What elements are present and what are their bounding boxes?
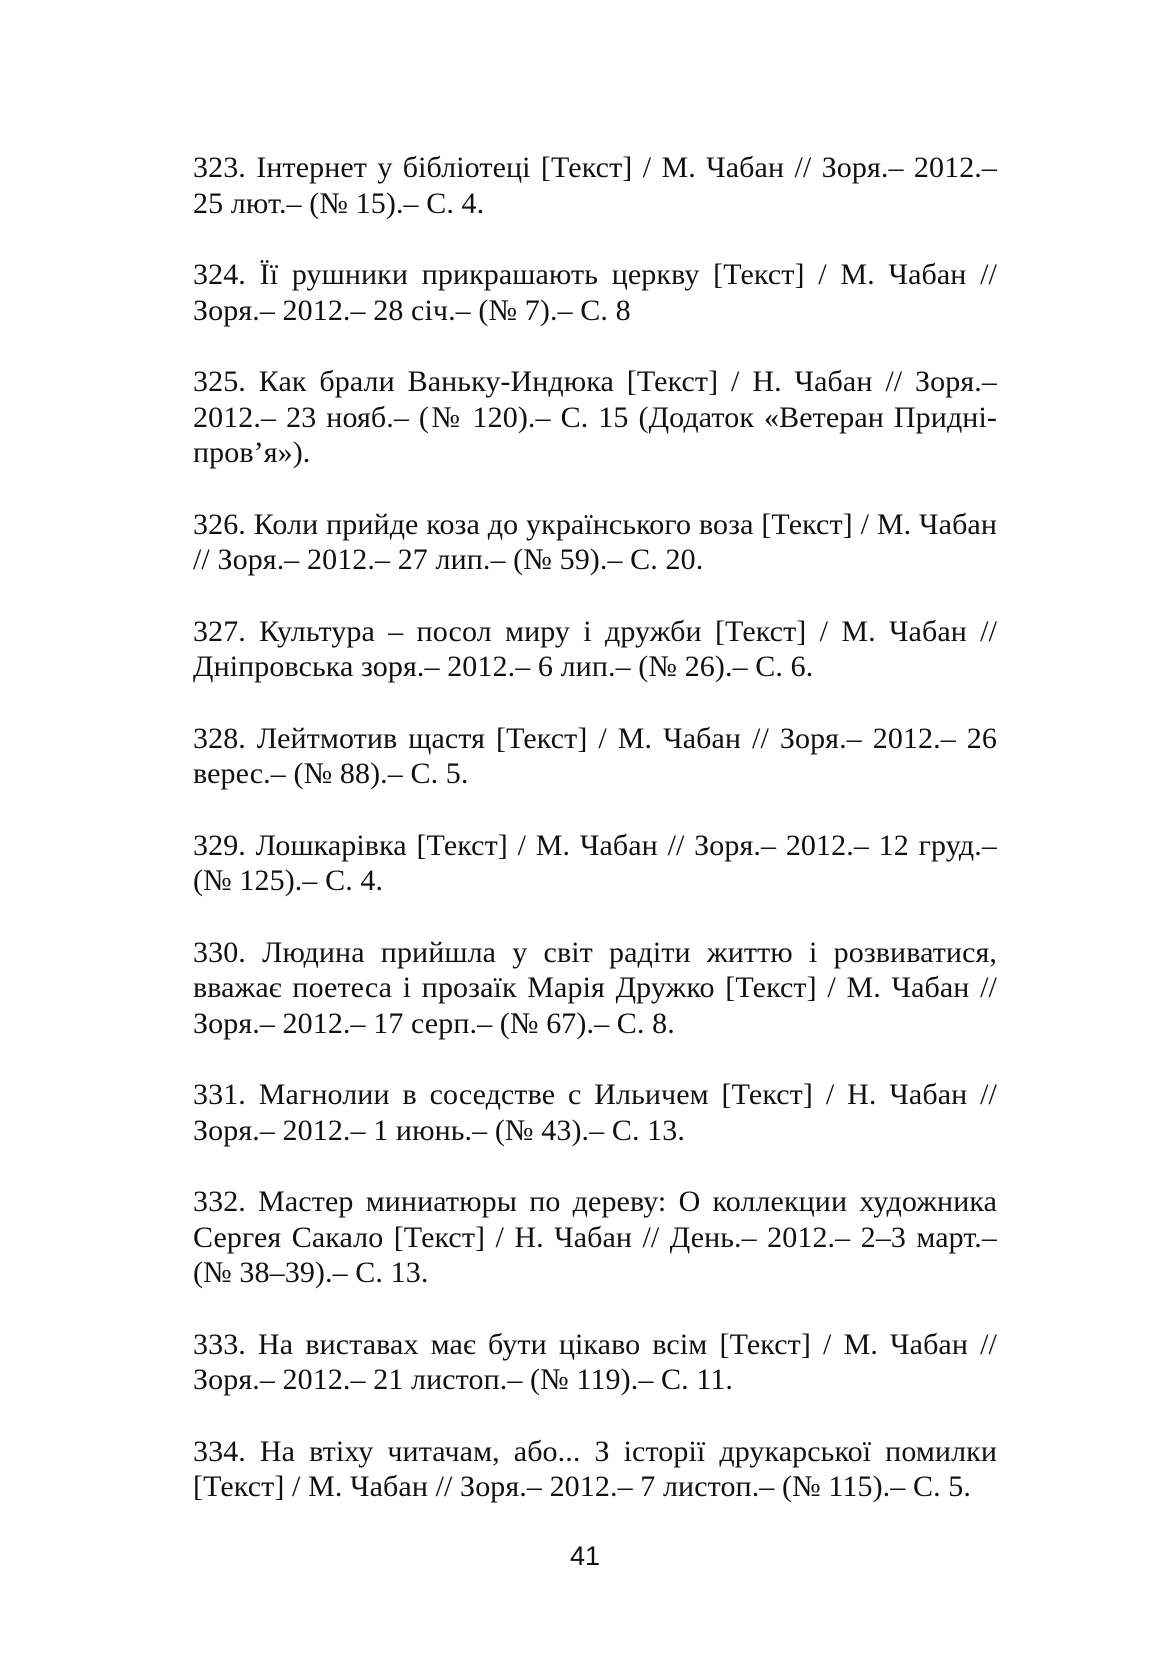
- entry-number: 329.: [193, 828, 246, 862]
- entry-number: 323.: [193, 151, 246, 184]
- bibliography-entry: [193, 364, 997, 471]
- entry-text: Інтернет у бібліотеці [Текст] / М. Чабан // Зоря.– 2012.– 25 лют.– (№ 15).– С. 4.: [193, 151, 997, 220]
- entry-number: 326.: [193, 507, 246, 541]
- entry-number: 333.: [193, 1327, 246, 1361]
- entry-text: Лейтмотив щастя [Текст] / М. Чабан // Зоря.– 2012.– 26 верес.– (№ 88).– С. 5.: [193, 721, 997, 790]
- bibliography-entry: [193, 257, 997, 328]
- page-number: 41: [569, 1541, 601, 1571]
- bibliography-entry: [193, 614, 997, 685]
- entry-text: Коли прийде коза до українського воза [Текст] / М. Чабан // Зоря.– 2012.– 27 лип.– (№ 59).– С. 20.: [193, 507, 998, 576]
- bibliography-entry: [193, 150, 997, 221]
- bibliography-entry: [193, 1184, 997, 1291]
- entry-number: 327.: [193, 614, 246, 648]
- entry-number: 328.: [193, 721, 246, 755]
- entry-number: 325.: [193, 365, 246, 398]
- entry-number: 332.: [193, 1185, 246, 1218]
- entry-text: Как брали Ваньку-Индюка [Текст] / Н. Чабан // Зоря.– 2012.– 23 нояб.– (№ 120).– С. 15 (Додаток «Ветеран Придні-пров’я»).: [193, 365, 997, 469]
- bibliography-entry: [193, 721, 997, 792]
- bibliography-list: [193, 150, 997, 1541]
- entry-text: На втіху читачам, або... З історії друкарської помилки [Текст] / М. Чабан // Зоря.– 2012.– 7 листоп.– (№ 115).– С. 5.: [193, 1434, 997, 1503]
- bibliography-entry: [193, 1077, 997, 1148]
- entry-text: Магнолии в соседстве с Ильичем [Текст] / Н. Чабан // Зоря.– 2012.– 1 июнь.– (№ 43).– С. 13.: [193, 1078, 997, 1147]
- bibliography-entry: [193, 1327, 997, 1398]
- entry-number: 331.: [193, 1078, 246, 1111]
- entry-number: 334.: [193, 1434, 246, 1468]
- bibliography-entry: [193, 1434, 997, 1505]
- entry-text: На виставах має бути цікаво всім [Текст] / М. Чабан // Зоря.– 2012.– 21 листоп.– (№ 119).– С. 11.: [193, 1327, 997, 1396]
- bibliography-entry: [193, 507, 997, 578]
- entry-text: Її рушники прикрашають церкву [Текст] / М. Чабан // Зоря.– 2012.– 28 січ.– (№ 7).– С. 8: [193, 258, 997, 327]
- bibliography-entry: [193, 828, 997, 899]
- entry-number: 330.: [193, 935, 246, 969]
- entry-number: 324.: [193, 258, 246, 291]
- bibliography-entry: [193, 935, 997, 1042]
- entry-text: Культура – посол миру і дружби [Текст] / М. Чабан // Дніпровська зоря.– 2012.– 6 лип.– (№ 26).– С. 6.: [193, 614, 998, 683]
- entry-text: Лошкарівка [Текст] / М. Чабан // Зоря.– 2012.– 12 груд.– (№ 125).– С. 4.: [193, 828, 997, 897]
- entry-text: Мастер миниатюры по дереву: О коллекции художника Сергея Сакало [Текст] / Н. Чабан // День.– 2012.– 2–3 март.– (№ 38–39).– С. 13.: [193, 1185, 997, 1289]
- entry-text: Людина прийшла у світ радіти життю і розвиватися, вважає поетеса і прозаїк Марія Дружко [Текст] / М. Чабан // Зоря.– 2012.– 17 серп.– (№ 67).– С. 8.: [193, 935, 997, 1040]
